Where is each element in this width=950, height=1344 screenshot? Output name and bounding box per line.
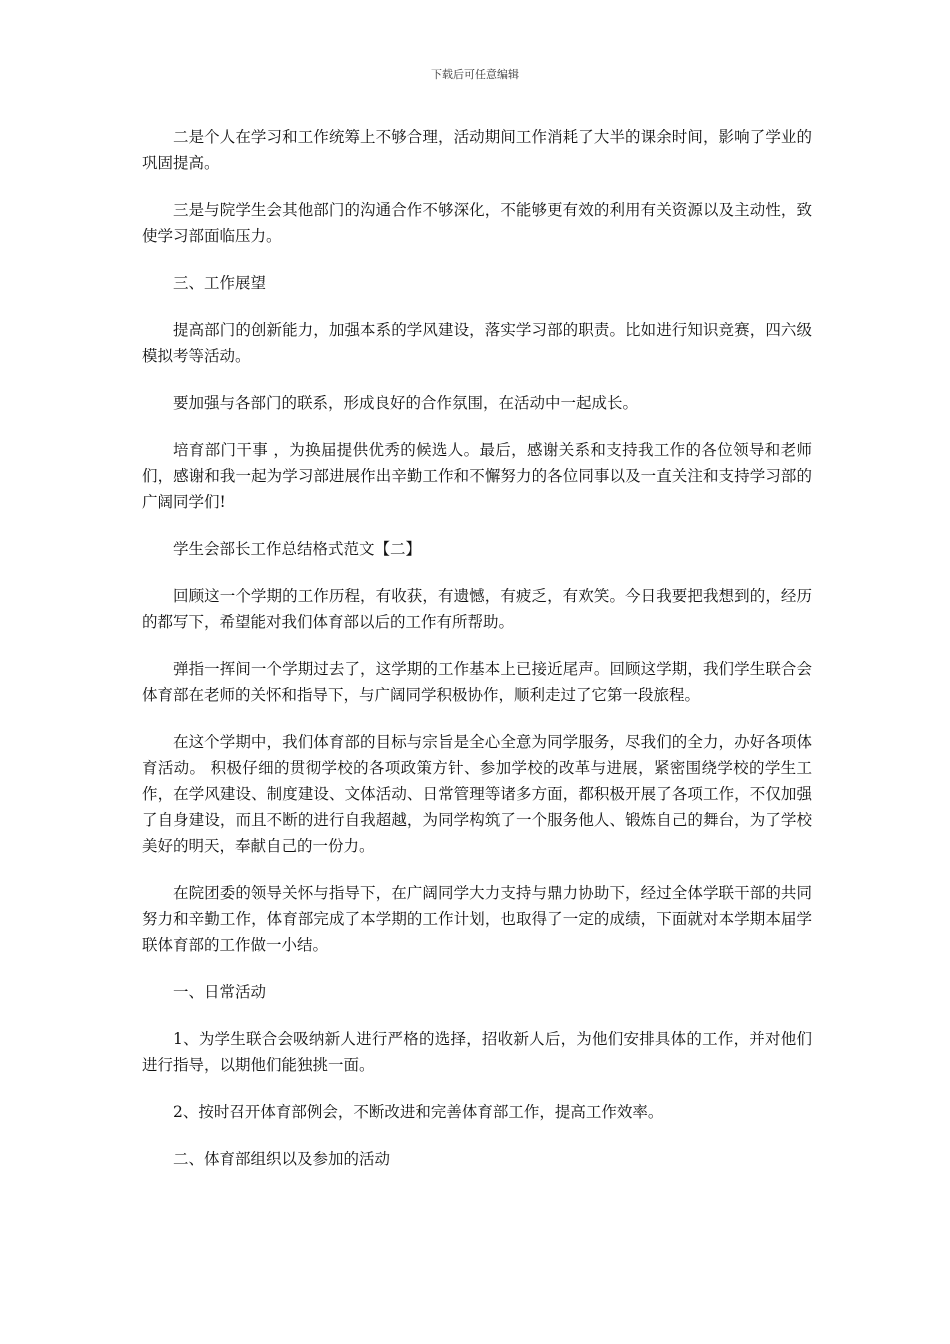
- paragraph: 培育部门干事 ，为换届提供优秀的候选人。最后，感谢关系和支持我工作的各位领导和老师们，感谢和我一起为学习部进展作出辛勤工作和不懈努力的各位同事以及一直关注和支持学习部的广阔同学们!: [142, 441, 812, 511]
- section-heading: 二、体育部组织以及参加的活动: [173, 1150, 391, 1168]
- paragraph: 三是与院学生会其他部门的沟通合作不够深化，不能够更有效的利用有关资源以及主动性，致使学习部面临压力。: [142, 201, 812, 245]
- paragraph: 提高部门的创新能力，加强本系的学风建设，落实学习部的职责。比如进行知识竞赛，四六级模拟考等活动。: [142, 321, 812, 365]
- paragraph: 二是个人在学习和工作统筹上不够合理，活动期间工作消耗了大半的课余时间，影响了学业的巩固提高。: [142, 128, 812, 172]
- section-heading: 三、工作展望: [173, 274, 267, 292]
- list-item: 2、按时召开体育部例会，不断改进和完善体育部工作，提高工作效率。: [173, 1103, 664, 1121]
- page-header: 下载后可任意编辑: [431, 68, 519, 81]
- paragraph: 在院团委的领导关怀与指导下，在广阔同学大力支持与鼎力协助下，经过全体学联干部的共同努力和辛勤工作，体育部完成了本学期的工作计划，也取得了一定的成绩，下面就对本学期本届学联体育部的工作做一小结。: [142, 884, 812, 954]
- paragraph: 弹指一挥间一个学期过去了，这学期的工作基本上已接近尾声。回顾这学期，我们学生联合会体育部在老师的关怀和指导下，与广阔同学积极协作，顺利走过了它第一段旅程。: [142, 660, 812, 704]
- document-body: [142, 124, 812, 1172]
- list-item: 1、为学生联合会吸纳新人进行严格的选择，招收新人后，为他们安排具体的工作，并对他们进行指导，以期他们能独挑一面。: [142, 1030, 812, 1074]
- paragraph: 要加强与各部门的联系，形成良好的合作氛围，在活动中一起成长。: [173, 394, 639, 412]
- paragraph: 回顾这一个学期的工作历程，有收获，有遗憾，有疲乏，有欢笑。今日我要把我想到的，经历的都写下，希望能对我们体育部以后的工作有所帮助。: [142, 587, 812, 631]
- paragraph: 在这个学期中，我们体育部的目标与宗旨是全心全意为同学服务，尽我们的全力，办好各项体育活动。 积极仔细的贯彻学校的各项政策方针、参加学校的改革与进展，紧密围绕学校的学生工作，在学风建设、制度建设、文体活动、日常管理等诸多方面，都积极开展了各项工作，不仅加强了自身建设，而且不断的进行自我超越，为同学构筑了一个服务他人、锻炼自己的舞台，为了学校美好的明天，奉献自己的一份力。: [142, 733, 812, 855]
- article-title: 学生会部长工作总结格式范文【二】: [173, 540, 422, 558]
- section-heading: 一、日常活动: [173, 983, 267, 1001]
